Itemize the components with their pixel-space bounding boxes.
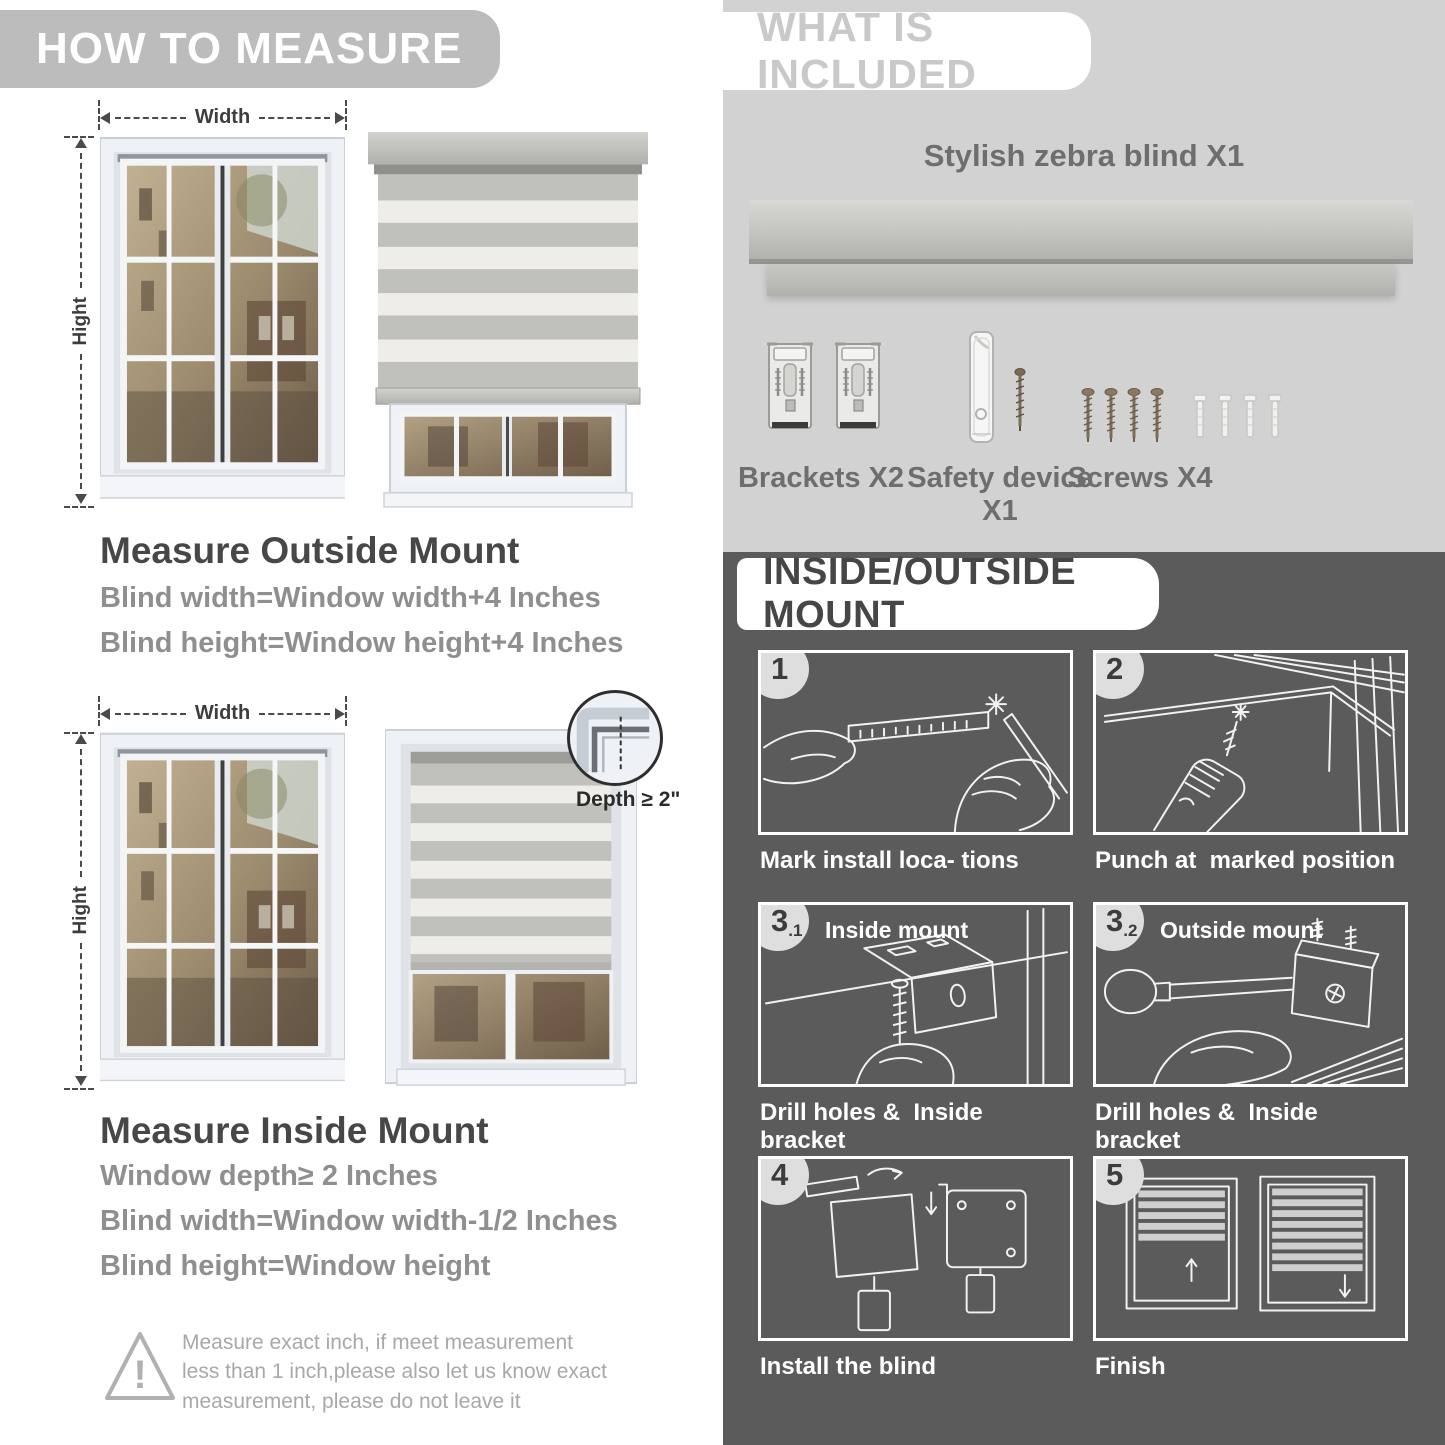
screws-label: Screws X4 [1067,462,1213,494]
step-3-1-label: Inside mount [825,917,969,943]
inside-mount-line3: Blind height=Window height [100,1250,491,1282]
mount-title: INSIDE/OUTSIDE MOUNT [763,551,1077,636]
blind-headrail-illustration [749,200,1413,264]
arrow-right-icon [335,112,345,124]
step-5-caption: Finish [1095,1353,1166,1380]
screws-illustration [1081,388,1283,444]
step-3-2 [1093,902,1408,1154]
screw-icon [1104,388,1118,444]
mount-header-box [737,551,1159,636]
measure-tick [98,696,100,726]
screw-icon [1127,388,1141,444]
inside-mount-line2: Blind width=Window width-1/2 Inches [100,1205,618,1237]
measure-tick [64,136,94,138]
arrow-down-icon [75,1076,87,1086]
step-2-badge: 2 [1093,650,1144,699]
step-4 [758,1156,1073,1380]
arrow-right-icon [335,708,345,720]
wall-anchor-icon [1217,393,1233,441]
step-2-frame [1093,650,1408,835]
outside-mount-window-illustration [70,106,345,512]
step-3-1-badge: 3.1 [758,902,809,951]
step-1-frame [758,650,1073,835]
mark-locations-illustration [761,653,1070,832]
step-3-2-badge: 3.2 [1093,902,1144,951]
step-3-2-caption: Drill holes & Inside bracket [1095,1099,1325,1154]
step-5-frame [1093,1156,1408,1341]
safety-device-icon [967,330,997,448]
step-3-2-label: Outside mount [1160,917,1323,943]
outside-mount-line1: Blind width=Window width+4 Inches [100,582,601,614]
screw-icon [1150,388,1164,444]
height-label: Hight [70,885,91,935]
outside-mount-heading: Measure Outside Mount [100,530,520,571]
brackets-label: Brackets X2 [737,462,905,494]
measure-tick [345,696,347,726]
inside-mount-heading: Measure Inside Mount [100,1110,489,1151]
measure-tick [64,506,94,508]
arrow-left-icon [100,708,110,720]
step-2 [1093,650,1408,874]
step-4-frame [758,1156,1073,1341]
inside-mount-line1: Window depth≥ 2 Inches [100,1160,438,1192]
measure-tick [98,100,100,130]
measure-tick [64,732,94,734]
step-5 [1093,1156,1408,1380]
frame-corner-detail [570,693,654,777]
width-measurement-arrow [100,702,345,725]
wall-anchor-icon [1242,393,1258,441]
bracket-icon [765,336,815,436]
depth-label: Depth ≥ 2" [576,788,681,811]
arrow-left-icon [100,112,110,124]
wall-anchor-icon [1192,393,1208,441]
step-4-caption: Install the blind [760,1353,937,1380]
arrow-up-icon [75,138,87,148]
brackets-illustration [765,336,883,436]
product-label: Stylish zebra blind X1 [923,138,1245,173]
height-label: Hight [70,296,91,346]
install-blind-illustration [761,1159,1070,1338]
drill-illustration [1096,653,1405,832]
finish-illustration [1096,1159,1405,1338]
inside-mount-window-illustration [70,702,345,1094]
window-photo-illustration [100,726,345,1094]
step-5-badge: 5 [1093,1156,1144,1205]
warning-triangle-icon [102,1328,178,1406]
how-to-measure-header-bar [0,10,500,88]
step-1 [758,650,1073,874]
width-measurement-arrow [100,106,345,129]
mount-instructions-section [723,552,1445,1445]
svg-text:!: ! [133,1353,147,1397]
bracket-icon [833,336,883,436]
how-to-measure-title: HOW TO MEASURE [36,24,463,73]
arrow-up-icon [75,734,87,744]
width-label: Width [194,106,251,128]
safety-device-illustration [967,330,1027,448]
height-measurement-arrow [70,734,92,1086]
outside-mount-line2: Blind height=Window height+4 Inches [100,627,624,659]
width-label: Width [194,702,251,724]
step-4-badge: 4 [758,1156,809,1205]
step-1-caption: Mark install loca- tions [760,847,1019,874]
depth-magnifier-circle [567,690,663,786]
arrow-down-icon [75,494,87,504]
step-3-1-caption: Drill holes & Inside bracket [760,1099,990,1154]
step-3-1-frame [758,902,1073,1087]
step-2-caption: Punch at marked position [1095,847,1396,874]
step-1-badge: 1 [758,650,809,699]
step-3-2-frame [1093,902,1408,1087]
what-is-included-title: WHAT IS INCLUDED [757,4,977,97]
what-is-included-header-box [723,4,1091,97]
what-is-included-section [723,0,1445,552]
step-3-1 [758,902,1073,1154]
warning-text: Measure exact inch, if meet measurement less than 1 inch,please also let us know exact measurement, please do not leave it [182,1331,607,1413]
screw-icon [1013,368,1027,434]
zebra-blind-illustration [368,124,648,512]
measure-tick [64,1088,94,1090]
height-measurement-arrow [70,138,92,504]
window-photo-illustration [100,130,345,512]
outside-mount-blind-illustration [368,124,648,512]
measure-tick [345,100,347,130]
safety-device-label: Safety device X1 [907,462,1093,527]
blind-valance-illustration [767,264,1395,296]
wall-anchor-icon [1267,393,1283,441]
screw-icon [1081,388,1095,444]
